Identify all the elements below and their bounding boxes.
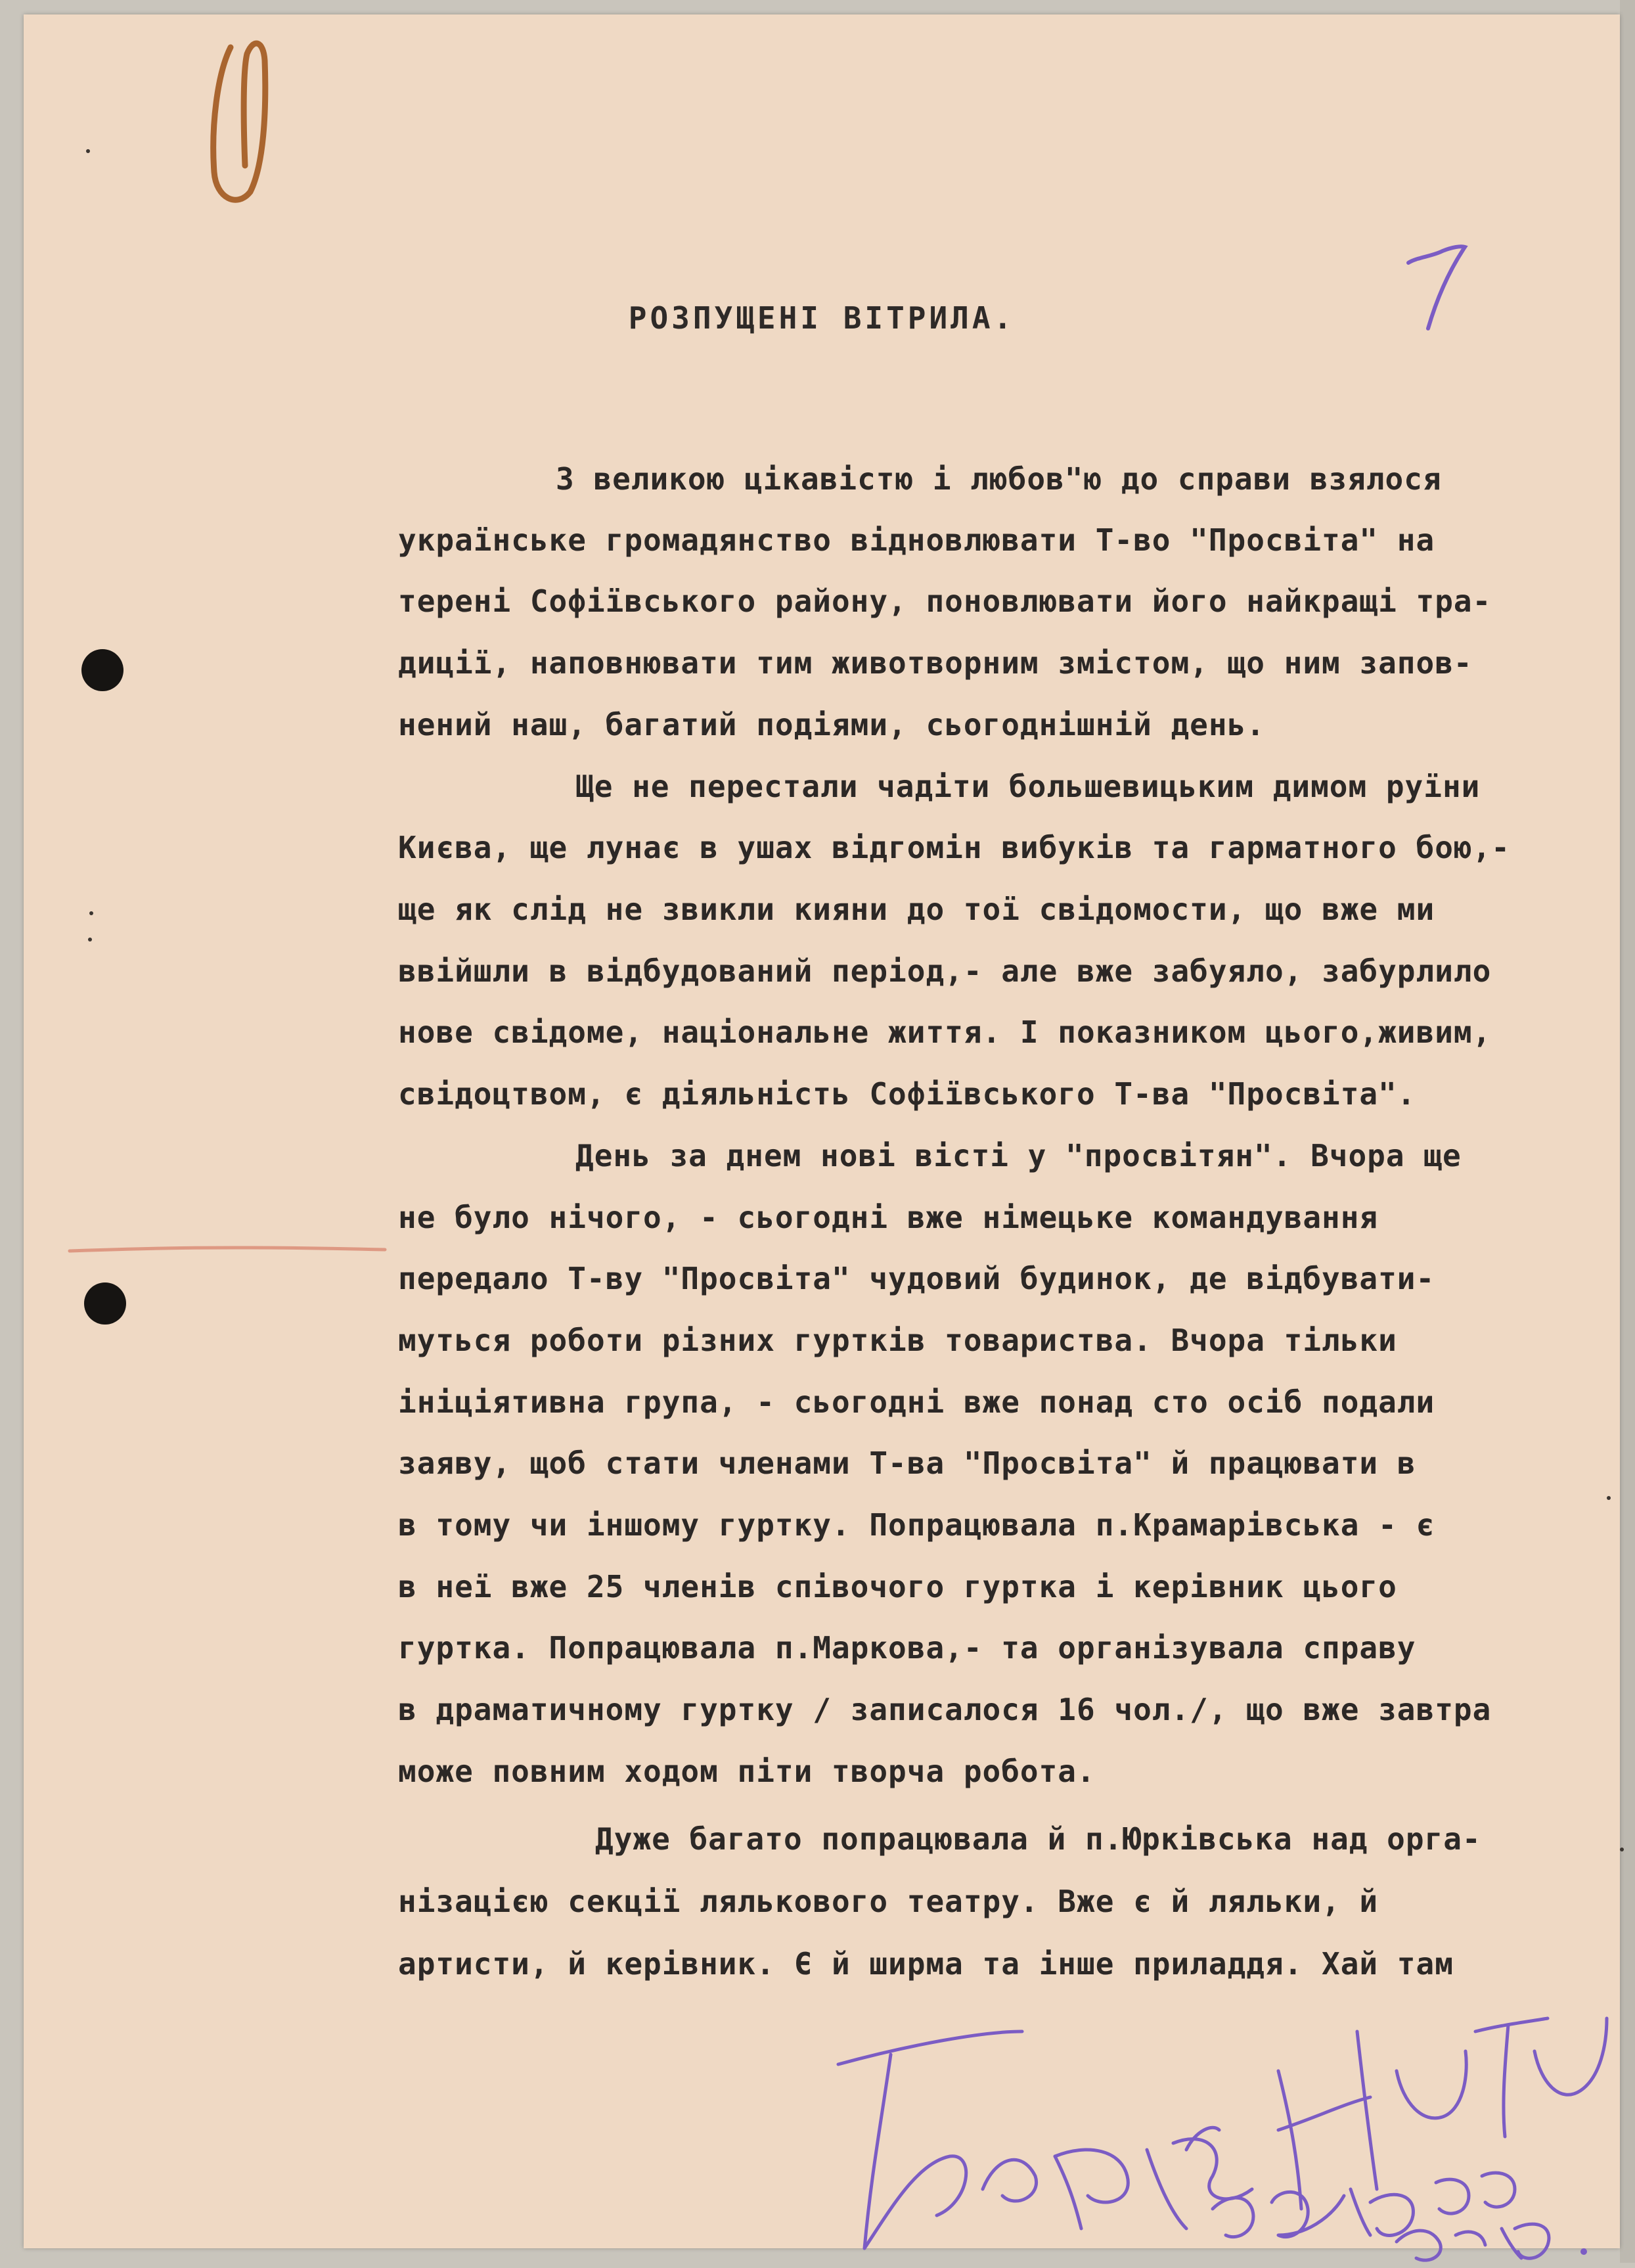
text-line: свідоцтвом, є діяльність Софіївського Т-ва "Просвіта". [398, 1076, 1416, 1112]
text-line: нове свідоме, національне життя. І показником цього,живим, [398, 1014, 1492, 1050]
text-line: артисти, й керівник. Є й ширма та інше приладдя. Хай там [398, 1946, 1454, 1982]
text-line: ввійшли в відбудований період,- але вже забуяло, забурлило [398, 953, 1492, 989]
text-line: ще як слід не звикли кияни до тої свідомости, що вже ми [398, 892, 1435, 927]
punch-hole-bottom [84, 1282, 126, 1325]
text-line: українське громадянство відновлювати Т-во "Просвіта" на [398, 522, 1435, 558]
text-line: диції, наповнювати тим животворним змістом, що ним запов- [398, 645, 1473, 681]
text-line: Києва, ще лунає в ушах відгомін вибуків та гарматного бою,- [398, 830, 1510, 865]
text-line: Дуже багато попрацювала й п.Юрківська над орга- [595, 1821, 1481, 1857]
speck [1620, 1848, 1624, 1851]
speck [89, 911, 93, 915]
speck [88, 938, 92, 941]
text-line: в неї вже 25 членів співочого гуртка і керівник цього [398, 1569, 1397, 1604]
handwritten-note [818, 1992, 1626, 2268]
text-line: нений наш, багатий подіями, сьогоднішній день. [398, 707, 1265, 742]
text-line: терені Софіївського району, поновлювати його найкращі тра- [398, 583, 1492, 619]
text-line: муться роботи різних гуртків товариства. Вчора тільки [398, 1323, 1397, 1358]
document-title: РОЗПУЩЕНІ ВІТРИЛА. [628, 300, 1016, 336]
text-line: в драматичному гуртку / записалося 16 чол./, що вже завтра [398, 1692, 1492, 1727]
speck [1607, 1496, 1611, 1500]
text-line: гуртка. Попрацювала п.Маркова,- та організувала справу [398, 1630, 1416, 1666]
text-line: не було нічого, - сьогодні вже німецьке командування [398, 1200, 1379, 1235]
text-line: заяву, щоб стати членами Т-ва "Просвіта" й працювати в [398, 1445, 1416, 1481]
text-line: нізацією секції лялькового театру. Вже є й ляльки, й [398, 1884, 1379, 1919]
text-line: З великою цікавістю і любов"ю до справи взялося [556, 461, 1442, 497]
punch-hole-top [81, 649, 123, 691]
text-line: в тому чи іншому гуртку. Попрацювала п.Крамарівська - є [398, 1507, 1435, 1543]
scan-edge [1620, 0, 1635, 2263]
document-page [24, 14, 1620, 2248]
speck [86, 149, 90, 153]
text-line: Ще не перестали чадіти большевицьким димом руїни [575, 769, 1481, 804]
text-line: День за днем нові вісті у "просвітян". Вчора ще [575, 1138, 1462, 1173]
paperclip-icon [191, 34, 290, 218]
text-line: може повним ходом піти творча робота. [398, 1754, 1096, 1789]
text-line: передало Т-ву "Просвіта" чудовий будинок, де відбувати- [398, 1261, 1435, 1296]
text-line: ініціятивна група, - сьогодні вже понад сто осіб подали [398, 1384, 1435, 1420]
red-pencil-mark [63, 1236, 392, 1263]
